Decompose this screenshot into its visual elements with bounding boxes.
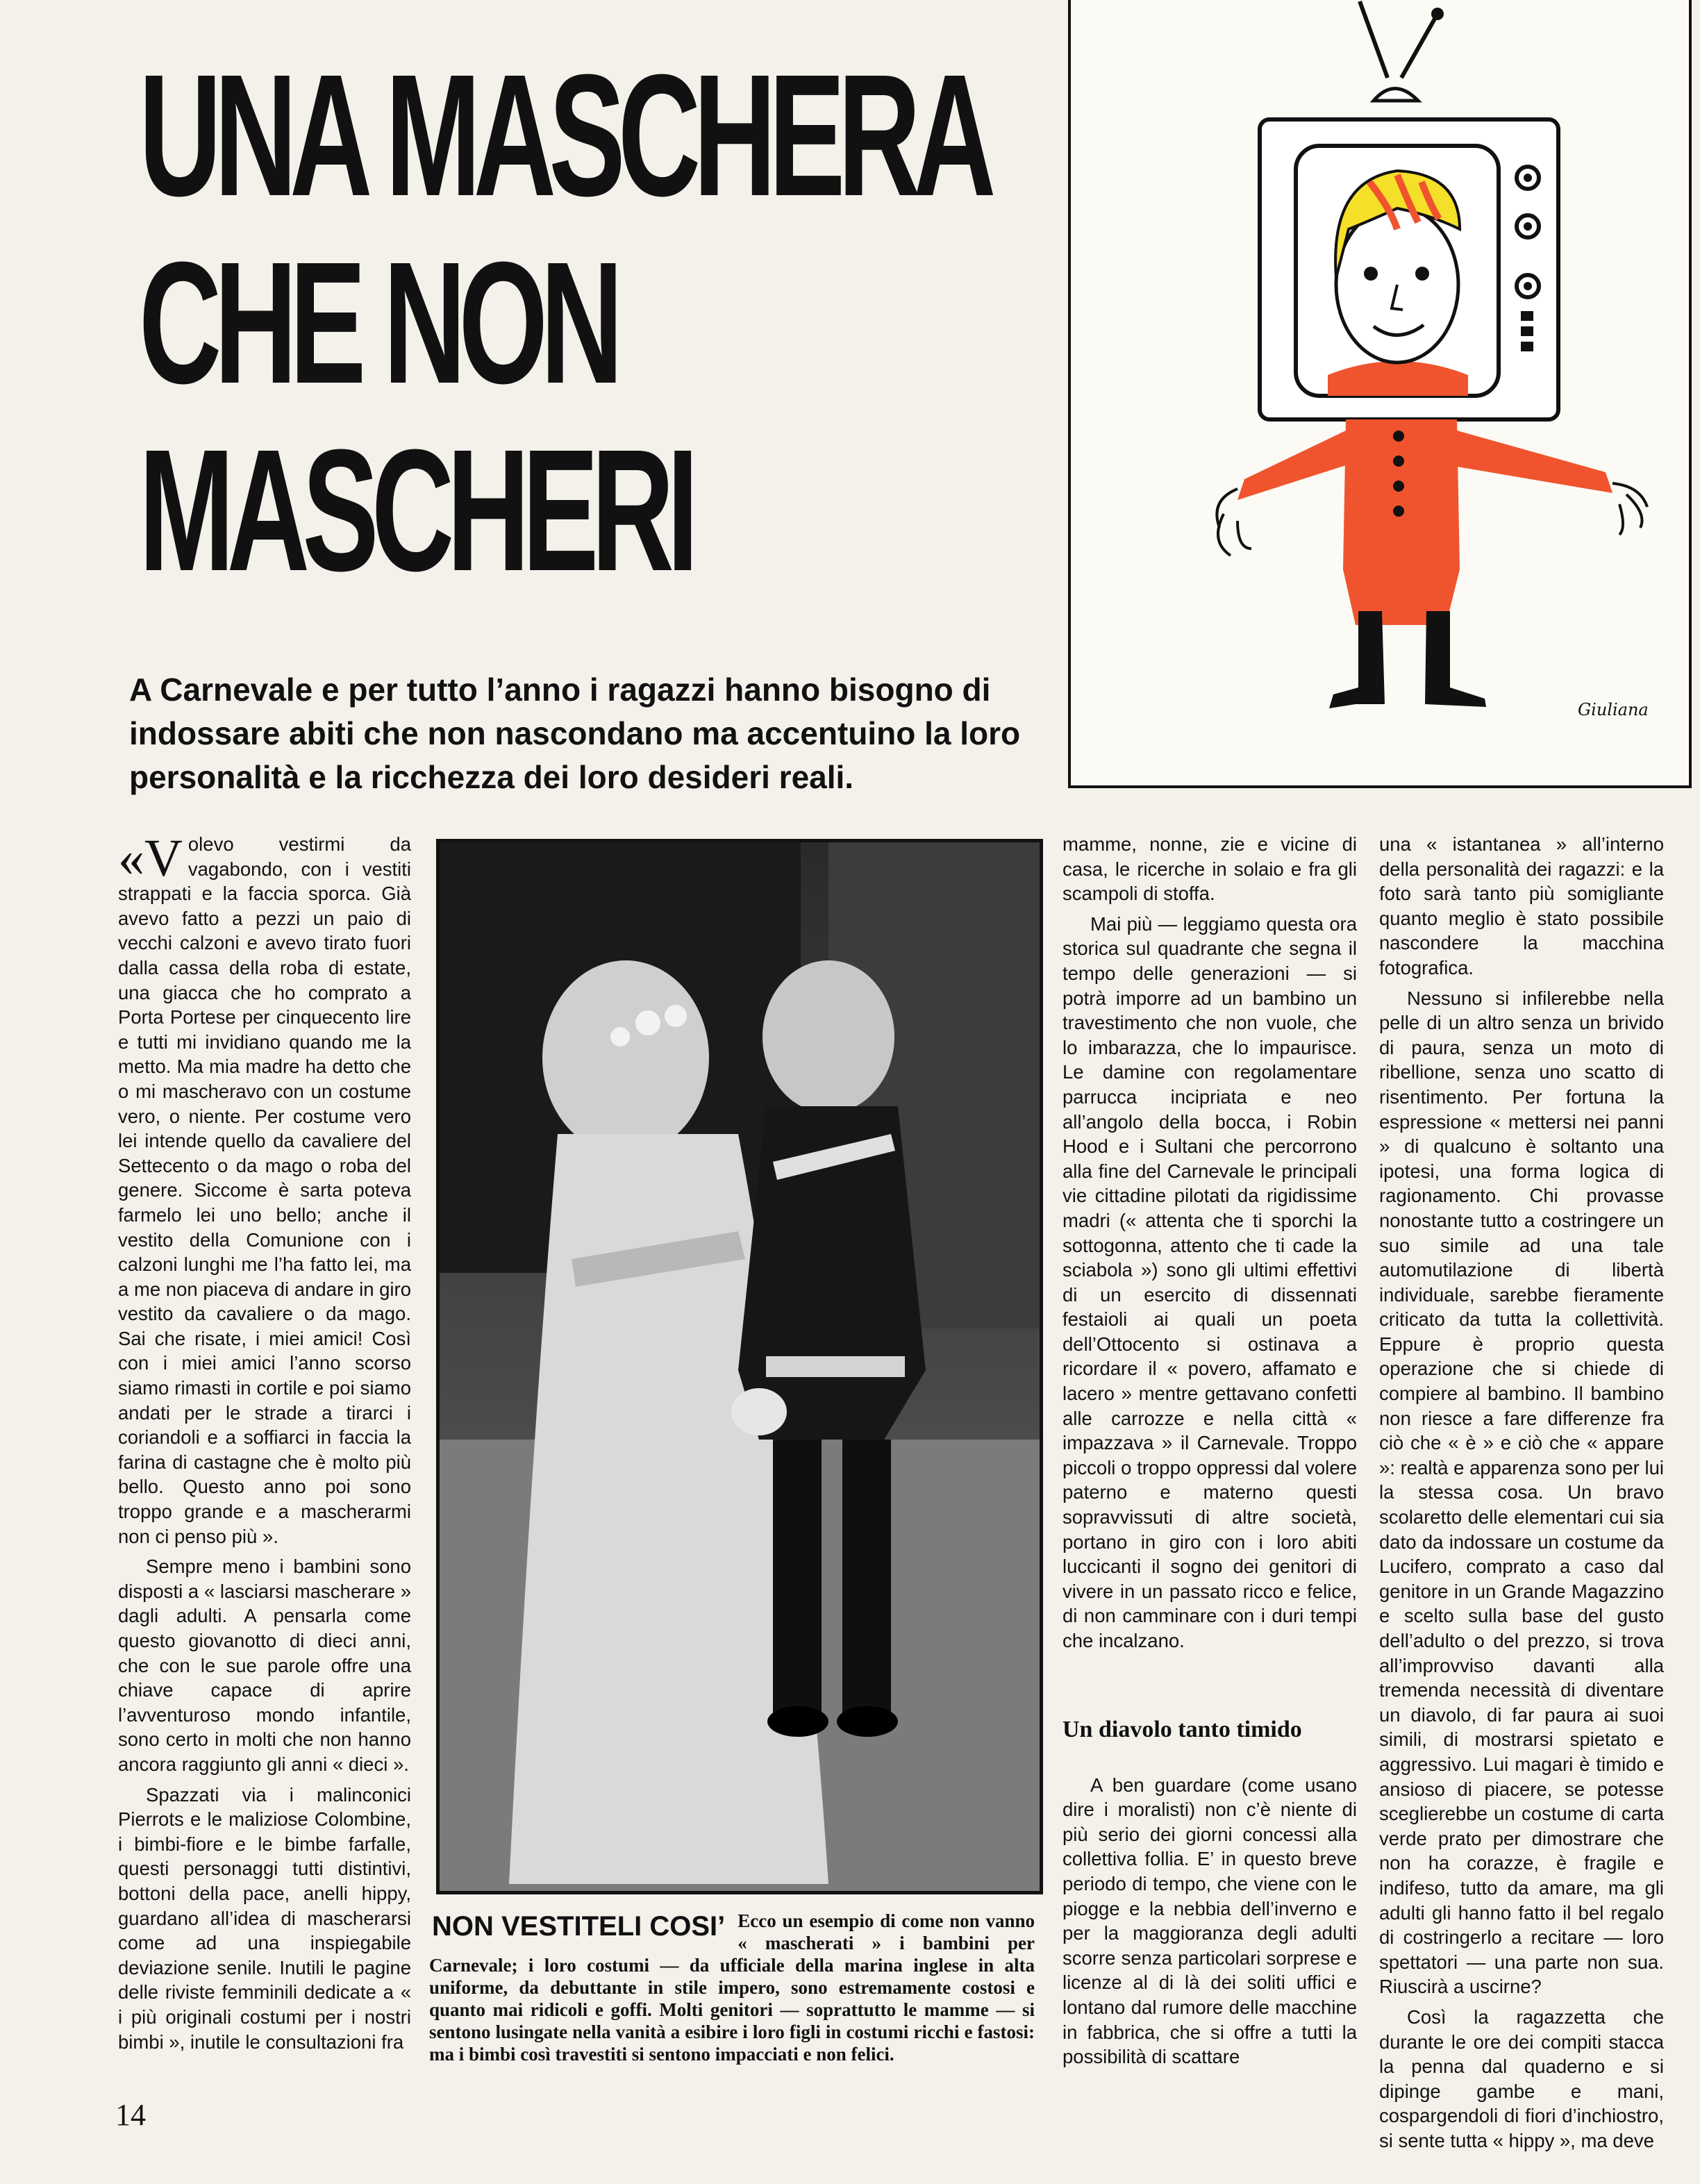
section-subheading: Un diavolo tanto timido [1062,1716,1302,1742]
boy-leg [773,1440,822,1717]
headline-line-1: UNA MASCHERA [139,38,989,232]
article-column-3 [1062,832,1357,2075]
boot-left [1329,611,1385,708]
column-1-paragraph: «Volevo vestirmi da vagabondo, con i vestiti strappati e la faccia sporca. Già avevo fatto a pezzi un paio di vecchi calzoni e avevo tirato fuori dalla cassa della roba di estate, una giacca che ho comprato a Porta Portese per cinquecento lire e tutti mi invidiano quando me la metto. Ma mia madre ha detto che o mi mascheravo con un costume vero, o niente. Per costume vero lei intende quello da cavaliere del Settecento o da mago o roba del genere. Siccome è sarta poteva farmelo lei uno bello; anche il vestito della Comunione con i calzoni lunghi me l’ha fatto lei, ma a me non piaceva di andare in giro vestito da cavaliere o da mago. Sai che risate, i miei amici! Così con i miei amici l’anno scorso siamo rimasti in cortile e poi siamo andati per le strade a tirarci i coriandoli e a soffiarci in faccia la farina di castagne che è molto più bello. Questo anno poi sono troppo grande e a mascherarmi non ci penso più ». [118,829,411,1547]
column-4-paragraph: Nessuno si infilerebbe nella pelle di un altro senza un brivido di paura, senza un moto di ribellione, senza uno scatto di risentimento. Per fortuna la espressione « mettersi nei panni » di qualcuno è soltanto una ipotesi, una forma logica di ragionamento. Chi provasse nonostante tutto a costringere un suo simile ad una tale automutilazione di libertà individuale, sarebbe fieramente criticato da tutta la collettività. Eppure è proprio questa operazione che si chiede di compiere al bambino. Il bambino non riesce a fare differenze fra ciò che « è » e ciò che « appare »: realtà e apparenza sono per lui la stessa cosa. Un bravo scolaretto delle elementari cui sia dato da indossare un costume da Lucifero, comprato a caso dal genitore in un Grande Magazzino e scelto sulla base del gusto dell’adulto o del prezzo, si trova all’improvviso davanti alla tremenda necessità di diventare un diavolo, di far paura ai suoi simili, di mostrarsi spietato e aggressivo. Lui magari è timido e ansioso di piacere, se potesse sceglierebbe un costume di carta verde prato per dimostrare che non ha corazze, è fragile e indifeso, tutto da amare, ma gli adulti gli hanno fatto il bel regalo di costringerlo a recitare — loro spettatori — una parte non sua. Riuscirà a uscirne? [1379,987,1664,1998]
artist-signature: Giuliana [1578,700,1649,719]
column-3-paragraph: Mai più — leggiamo questa ora storica sul quadrante che segna il tempo delle generazioni — si potrà imporre ad un bambino un travestimento che non vuole, che lo imbarazza, che lo impaurisce. Le damine con regolamentare parrucca incipriata e neo all’angolo della bocca, i Robin Hood e i Sultani che percorrono alla fine del Carnevale le principali vie cittadine pilotati da rigidissime madri (« attenta che ti sporchi la sottogonna, attento che ti cade la sciabola ») sono gli ultimi effettivi di un esercito di dissennati festaioli ai quali un poeta dell’Ottocento si ostinava a ricordare il « povero, affamato e lacero » mentre gettavano confetti alle carrozze e nella città « impazzava » il Carnevale. Troppo piccoli o troppo oppressi dal volere paterno e materno questi sopravvissuti di altre società, portano in giro con i loro abiti luccicanti il sogno dei genitori di vivere in un passato ricco e felice, di non camminare con i duri tempi che incalzano. [1062,912,1357,1651]
caption-heading: NON VESTITELI COSI’ [432,1911,726,1942]
photo-caption [429,1910,1035,2065]
antenna-base [1374,89,1418,101]
suit-button [1393,506,1404,517]
boy-leg [842,1440,891,1717]
suit-button [1393,456,1404,467]
suit-button [1393,481,1404,492]
boy-eye [1415,267,1429,281]
article-column-4 [1379,832,1664,2158]
girl-hair [542,960,709,1155]
boot-right [1425,611,1486,707]
tv-head-boy-illustration [1068,0,1692,788]
drop-cap: «V [118,829,183,887]
page-number: 14 [115,2098,146,2132]
children-costume-photo [436,839,1043,1894]
holding-hands [731,1388,787,1435]
caption-text: Ecco un esempio di come non vanno « mascherati » i bambini per Carnevale; i loro costumi — da ufficiale della marina inglese in alta uniforme, da debuttante in stile impero, sono estremamente costosi e quanto mai ridicoli e goffi. Molti genitori — soprattutto le mamme — si sentono lusingate nella vanità a esibire i loro figli in costumi ricchi e fastosi: ma i bimbi così travestiti si sentono impacciati e non felici. [429,1910,1035,2065]
tv-button [1521,342,1533,351]
photo-drawing [440,842,1040,1891]
antenna-tip [1431,8,1444,20]
column-4-paragraph: Così la ragazzetta che durante le ore dei compiti stacca la penna dal quaderno e si dipinge gambe e mani, cospargendoli di fiori d’inchiostro, si sente tutta « hippy », ma deve [1379,2006,1664,2151]
boy-head [762,960,894,1113]
antenna-left [1360,1,1388,78]
headline-line-3: MASCHERI [139,413,692,607]
boy-arm-left [1238,431,1346,500]
boy-arm-right [1457,431,1612,493]
column-3-paragraph: mamme, nonne, zie e vicine di casa, le ricerche in solaio e fra gli scampoli di stoffa. [1062,833,1357,905]
illustration-drawing [1071,0,1694,788]
tv-button [1521,326,1533,336]
boy-eye [1364,267,1378,281]
column-4-paragraph: una « istantanea » all’interno della personalità dei ragazzi: e la foto sarà tanto più somigliante quanto meglio è stato possibile nascondere la macchina fotografica. [1379,833,1664,978]
headline-line-2: CHE NON [139,226,616,419]
headline [139,38,989,607]
hand-left [1217,489,1251,556]
article-column-1 [118,829,411,2060]
column-1-paragraph: Spazzati via i malinconici Pierrots e le maliziose Colombine, i bimbi-fiore e le bimbe farfalle, questi personaggi tutti distintivi, bottoni della pace, anelli hippy, guardano all’idea di mascherarsi come ad una inspiegabile deviazione senile. Inutili le pagine delle riviste femminili dedicate a « i più originali costumi per i nostri bimbi », inutile le consultazioni fra [118,1783,411,2053]
hand-right [1612,483,1647,535]
uniform-belt [766,1356,905,1377]
column-1-paragraph: Sempre meno i bambini sono disposti a « lasciarsi mascherare » dagli adulti. A pensarla come questo giovanotto di dieci anni, che con le sue parole offre una chiave capace di aprire l’avventuroso mondo infantile, sono certo in molti che non hanno ancora raggiunto gli anni « dieci ». [118,1556,411,1775]
boy-body [1343,419,1460,625]
suit-button [1393,431,1404,442]
column-3-paragraph: A ben guardare (come usano dire i moralisti) non c’è niente di più serio dei giorni concessi alla collettiva follia. E’ in questo breve periodo di tempo, che viene con le piogge e la nebbia dell’inverno e per la maggioranza degli adulti scorre senza particolari sorprese e licenze al di là dei soliti uffici e lontano dal rumore delle macchine in fabbrica, che si offre a tutti la possibilità di scattare [1062,1774,1357,2068]
subtitle: A Carnevale e per tutto l’anno i ragazzi hanno bisogno di indossare abiti che non nascondano ma accentuino la loro personalità e la ricchezza dei loro desideri reali. [129,672,1021,795]
tv-button [1521,311,1533,321]
antenna-right [1401,14,1438,78]
